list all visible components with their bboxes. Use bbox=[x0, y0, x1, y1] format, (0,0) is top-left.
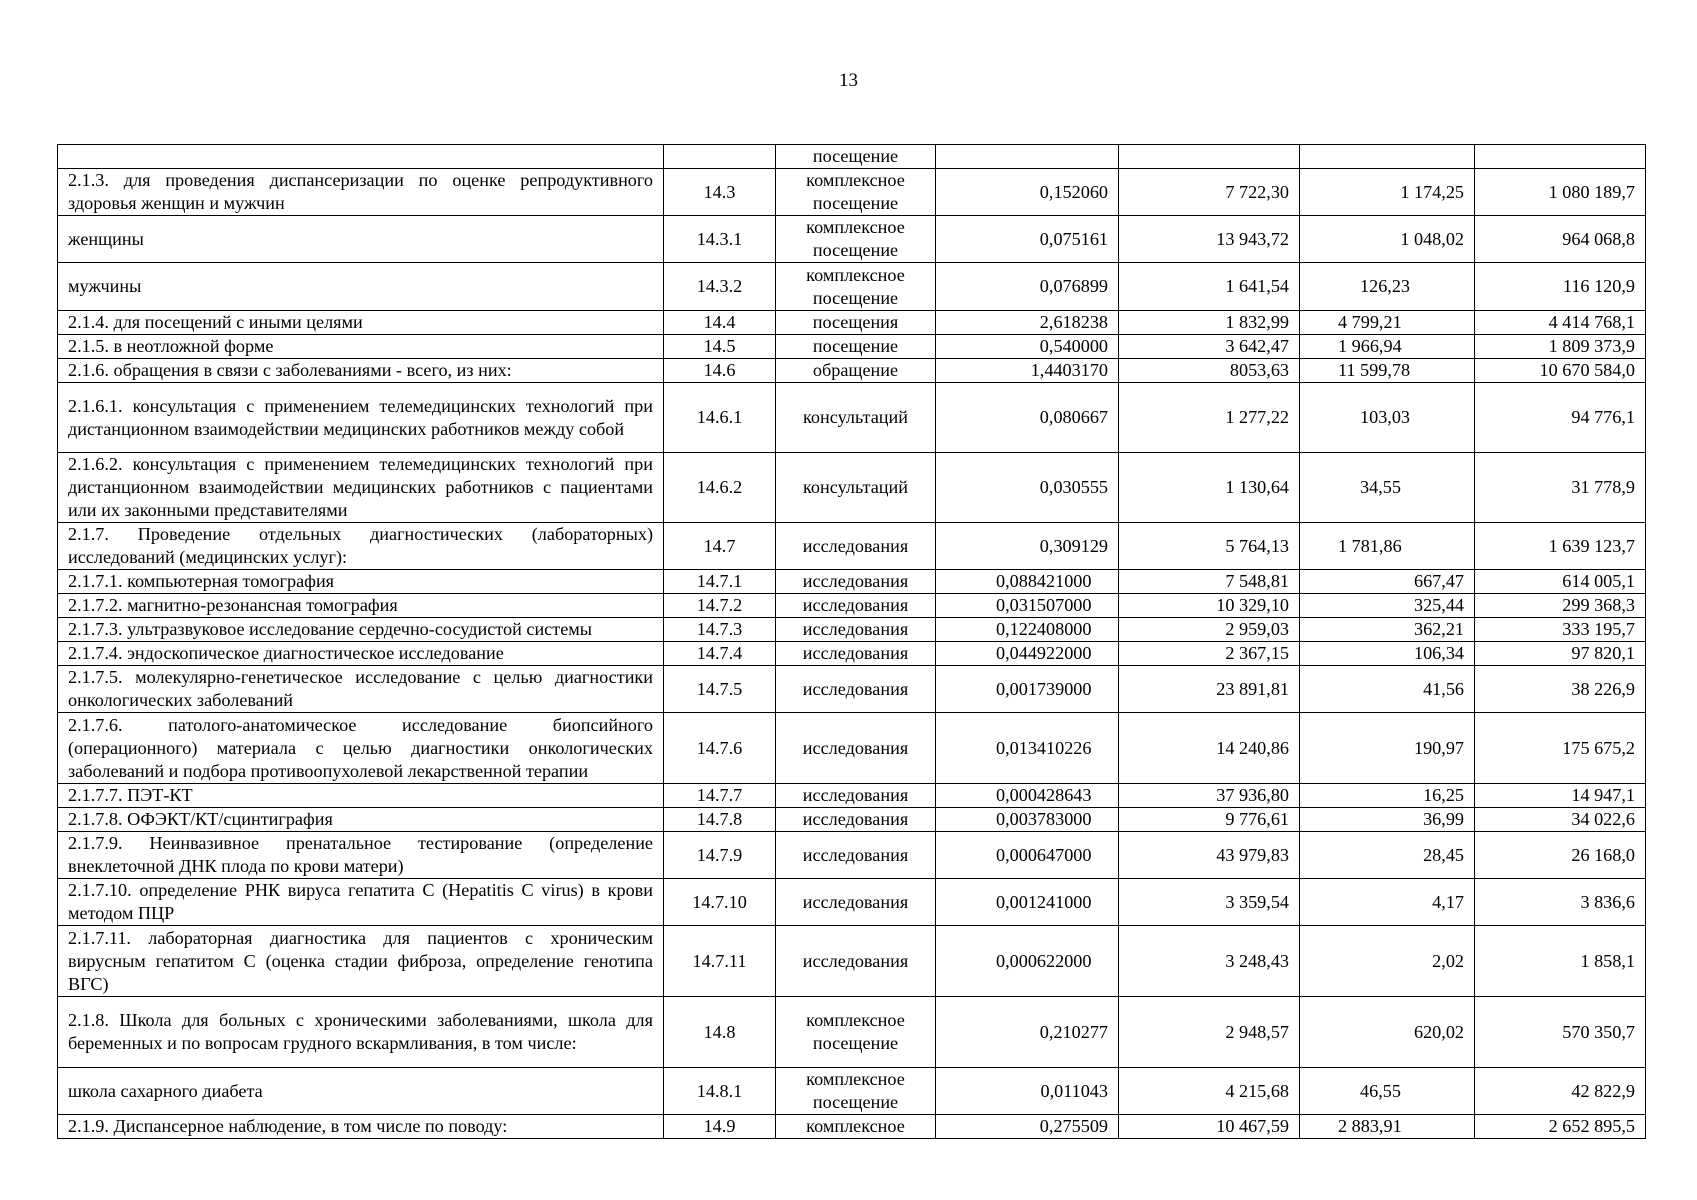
row-name: 2.1.7.5. молекулярно-генетическое исследование с целью диагностики онкологических заболеваний bbox=[58, 666, 664, 713]
row-per-capita: 1 048,02 bbox=[1300, 216, 1475, 263]
row-per-capita: 28,45 bbox=[1300, 832, 1475, 879]
row-unit: консультаций bbox=[776, 383, 936, 453]
row-name bbox=[58, 145, 664, 169]
row-code: 14.6 bbox=[664, 359, 776, 383]
row-code: 14.9 bbox=[664, 1115, 776, 1139]
row-name: 2.1.3. для проведения диспансеризации по оценке репродуктивного здоровья женщин и мужчин bbox=[58, 169, 664, 216]
row-code: 14.8.1 bbox=[664, 1068, 776, 1115]
row-per-capita: 126,23 bbox=[1300, 263, 1475, 311]
row-code: 14.7.7 bbox=[664, 784, 776, 808]
table-row bbox=[58, 713, 1646, 784]
row-unit: комплексное посещение bbox=[776, 216, 936, 263]
row-per-capita: 103,03 bbox=[1300, 383, 1475, 453]
row-name: 2.1.6. обращения в связи с заболеваниями - всего, из них: bbox=[58, 359, 664, 383]
row-per-capita: 362,21 bbox=[1300, 618, 1475, 642]
row-name: 2.1.7.1. компьютерная томография bbox=[58, 570, 664, 594]
row-norm: 0,152060 bbox=[936, 169, 1119, 216]
row-code: 14.5 bbox=[664, 335, 776, 359]
row-cost: 7 548,81 bbox=[1119, 570, 1300, 594]
row-total: 14 947,1 bbox=[1475, 784, 1646, 808]
row-cost: 1 832,99 bbox=[1119, 311, 1300, 335]
table-row bbox=[58, 216, 1646, 263]
row-code: 14.3.1 bbox=[664, 216, 776, 263]
row-name: мужчины bbox=[58, 263, 664, 311]
row-cost: 14 240,86 bbox=[1119, 713, 1300, 784]
row-cost: 3 359,54 bbox=[1119, 879, 1300, 926]
row-name: 2.1.7.9. Неинвазивное пренатальное тестирование (определение внеклеточной ДНК плода по крови матери) bbox=[58, 832, 664, 879]
row-name: 2.1.5. в неотложной форме bbox=[58, 335, 664, 359]
row-norm: 0,011043 bbox=[936, 1068, 1119, 1115]
table-row bbox=[58, 311, 1646, 335]
row-norm: 0,003783000 bbox=[936, 808, 1119, 832]
row-total: 614 005,1 bbox=[1475, 570, 1646, 594]
row-code: 14.7.9 bbox=[664, 832, 776, 879]
row-norm: 0,031507000 bbox=[936, 594, 1119, 618]
row-norm: 0,080667 bbox=[936, 383, 1119, 453]
row-total: 38 226,9 bbox=[1475, 666, 1646, 713]
row-unit: комплексное посещение bbox=[776, 1068, 936, 1115]
row-per-capita: 46,55 bbox=[1300, 1068, 1475, 1115]
row-name: 2.1.4. для посещений с иными целями bbox=[58, 311, 664, 335]
row-unit: исследования bbox=[776, 832, 936, 879]
row-norm: 0,000647000 bbox=[936, 832, 1119, 879]
row-norm: 1,4403170 bbox=[936, 359, 1119, 383]
row-cost: 5 764,13 bbox=[1119, 523, 1300, 570]
row-unit: комплексное посещение bbox=[776, 169, 936, 216]
table-row bbox=[58, 808, 1646, 832]
row-name: 2.1.7.7. ПЭТ-КТ bbox=[58, 784, 664, 808]
row-cost: 4 215,68 bbox=[1119, 1068, 1300, 1115]
row-unit: комплексное bbox=[776, 1115, 936, 1139]
row-per-capita: 190,97 bbox=[1300, 713, 1475, 784]
row-total: 333 195,7 bbox=[1475, 618, 1646, 642]
row-per-capita bbox=[1300, 145, 1475, 169]
row-total: 97 820,1 bbox=[1475, 642, 1646, 666]
row-name: 2.1.7.11. лабораторная диагностика для пациентов с хроническим вирусным гепатитом С (оценка стадии фиброза, определение генотипа ВГС) bbox=[58, 926, 664, 997]
row-total: 94 776,1 bbox=[1475, 383, 1646, 453]
row-norm: 0,075161 bbox=[936, 216, 1119, 263]
row-unit: консультаций bbox=[776, 453, 936, 523]
row-unit: исследования bbox=[776, 570, 936, 594]
row-code: 14.7.2 bbox=[664, 594, 776, 618]
row-per-capita: 4,17 bbox=[1300, 879, 1475, 926]
row-code: 14.7.4 bbox=[664, 642, 776, 666]
row-name: женщины bbox=[58, 216, 664, 263]
row-code: 14.3.2 bbox=[664, 263, 776, 311]
table-row bbox=[58, 570, 1646, 594]
table-row bbox=[58, 997, 1646, 1068]
row-cost: 3 248,43 bbox=[1119, 926, 1300, 997]
row-per-capita: 1 174,25 bbox=[1300, 169, 1475, 216]
row-per-capita: 325,44 bbox=[1300, 594, 1475, 618]
row-unit: комплексное посещение bbox=[776, 997, 936, 1068]
row-per-capita: 106,34 bbox=[1300, 642, 1475, 666]
row-norm: 0,013410226 bbox=[936, 713, 1119, 784]
row-cost: 23 891,81 bbox=[1119, 666, 1300, 713]
row-code: 14.6.2 bbox=[664, 453, 776, 523]
table-row bbox=[58, 453, 1646, 523]
table-row bbox=[58, 832, 1646, 879]
row-per-capita: 41,56 bbox=[1300, 666, 1475, 713]
row-unit: исследования bbox=[776, 523, 936, 570]
row-norm: 2,618238 bbox=[936, 311, 1119, 335]
row-norm: 0,001739000 bbox=[936, 666, 1119, 713]
row-cost: 10 329,10 bbox=[1119, 594, 1300, 618]
row-name: 2.1.8. Школа для больных с хроническими заболеваниями, школа для беременных и по вопросам грудного вскармливания, в том числе: bbox=[58, 997, 664, 1068]
row-per-capita: 2,02 bbox=[1300, 926, 1475, 997]
row-total: 4 414 768,1 bbox=[1475, 311, 1646, 335]
row-code: 14.7.8 bbox=[664, 808, 776, 832]
row-total: 1 639 123,7 bbox=[1475, 523, 1646, 570]
row-cost bbox=[1119, 145, 1300, 169]
row-cost: 1 130,64 bbox=[1119, 453, 1300, 523]
row-name: 2.1.6.2. консультация с применением телемедицинских технологий при дистанционном взаимодействии медицинских работников с пациентами или их законными представителями bbox=[58, 453, 664, 523]
row-norm: 0,076899 bbox=[936, 263, 1119, 311]
row-unit: посещение bbox=[776, 335, 936, 359]
table-row bbox=[58, 784, 1646, 808]
table-row bbox=[58, 263, 1646, 311]
row-norm: 0,044922000 bbox=[936, 642, 1119, 666]
row-cost: 8053,63 bbox=[1119, 359, 1300, 383]
row-name: 2.1.7.10. определение РНК вируса гепатита С (Hepatitis C virus) в крови методом ПЦР bbox=[58, 879, 664, 926]
row-total: 1 809 373,9 bbox=[1475, 335, 1646, 359]
row-per-capita: 16,25 bbox=[1300, 784, 1475, 808]
row-name: 2.1.7.6. патолого-анатомическое исследование биопсийного (операционного) материала с целью диагностики онкологических заболеваний и подбора противоопухолевой лекарственной терапии bbox=[58, 713, 664, 784]
row-total: 10 670 584,0 bbox=[1475, 359, 1646, 383]
row-unit: исследования bbox=[776, 926, 936, 997]
row-cost: 37 936,80 bbox=[1119, 784, 1300, 808]
row-total: 42 822,9 bbox=[1475, 1068, 1646, 1115]
row-code: 14.7.5 bbox=[664, 666, 776, 713]
page-number: 13 bbox=[839, 70, 858, 91]
row-name: 2.1.6.1. консультация с применением телемедицинских технологий при дистанционном взаимодействии медицинских работников между собой bbox=[58, 383, 664, 453]
row-total: 34 022,6 bbox=[1475, 808, 1646, 832]
row-name: 2.1.7.3. ультразвуковое исследование сердечно-сосудистой системы bbox=[58, 618, 664, 642]
row-per-capita: 667,47 bbox=[1300, 570, 1475, 594]
row-code: 14.4 bbox=[664, 311, 776, 335]
row-cost: 2 948,57 bbox=[1119, 997, 1300, 1068]
table-row bbox=[58, 594, 1646, 618]
row-name: 2.1.9. Диспансерное наблюдение, в том числе по поводу: bbox=[58, 1115, 664, 1139]
row-total: 116 120,9 bbox=[1475, 263, 1646, 311]
row-cost: 2 959,03 bbox=[1119, 618, 1300, 642]
row-norm: 0,210277 bbox=[936, 997, 1119, 1068]
row-per-capita: 4 799,21 bbox=[1300, 311, 1475, 335]
row-unit: посещение bbox=[776, 145, 936, 169]
row-code: 14.7.11 bbox=[664, 926, 776, 997]
row-unit: исследования bbox=[776, 594, 936, 618]
row-per-capita: 11 599,78 bbox=[1300, 359, 1475, 383]
row-total: 964 068,8 bbox=[1475, 216, 1646, 263]
row-norm: 0,030555 bbox=[936, 453, 1119, 523]
row-cost: 13 943,72 bbox=[1119, 216, 1300, 263]
row-norm: 0,000622000 bbox=[936, 926, 1119, 997]
row-code: 14.7.1 bbox=[664, 570, 776, 594]
row-norm: 0,000428643 bbox=[936, 784, 1119, 808]
table-row bbox=[58, 523, 1646, 570]
table-row bbox=[58, 642, 1646, 666]
row-norm bbox=[936, 145, 1119, 169]
table-row bbox=[58, 618, 1646, 642]
row-total: 299 368,3 bbox=[1475, 594, 1646, 618]
row-norm: 0,275509 bbox=[936, 1115, 1119, 1139]
row-per-capita: 620,02 bbox=[1300, 997, 1475, 1068]
row-name: 2.1.7. Проведение отдельных диагностических (лабораторных) исследований (медицинских услуг): bbox=[58, 523, 664, 570]
row-total: 1 080 189,7 bbox=[1475, 169, 1646, 216]
row-total bbox=[1475, 145, 1646, 169]
norms-table bbox=[57, 144, 1646, 1139]
row-code: 14.8 bbox=[664, 997, 776, 1068]
row-cost: 2 367,15 bbox=[1119, 642, 1300, 666]
table-row bbox=[58, 335, 1646, 359]
row-code: 14.3 bbox=[664, 169, 776, 216]
row-name: 2.1.7.4. эндоскопическое диагностическое исследование bbox=[58, 642, 664, 666]
row-unit: исследования bbox=[776, 784, 936, 808]
row-code: 14.7 bbox=[664, 523, 776, 570]
row-cost: 1 277,22 bbox=[1119, 383, 1300, 453]
row-norm: 0,540000 bbox=[936, 335, 1119, 359]
row-unit: обращение bbox=[776, 359, 936, 383]
table-row bbox=[58, 145, 1646, 169]
row-unit: посещения bbox=[776, 311, 936, 335]
row-per-capita: 2 883,91 bbox=[1300, 1115, 1475, 1139]
row-norm: 0,309129 bbox=[936, 523, 1119, 570]
row-code: 14.7.3 bbox=[664, 618, 776, 642]
row-unit: исследования bbox=[776, 808, 936, 832]
table-row bbox=[58, 926, 1646, 997]
table-row bbox=[58, 383, 1646, 453]
row-total: 31 778,9 bbox=[1475, 453, 1646, 523]
row-cost: 3 642,47 bbox=[1119, 335, 1300, 359]
row-cost: 1 641,54 bbox=[1119, 263, 1300, 311]
row-total: 2 652 895,5 bbox=[1475, 1115, 1646, 1139]
row-norm: 0,001241000 bbox=[936, 879, 1119, 926]
row-code: 14.7.10 bbox=[664, 879, 776, 926]
row-code: 14.6.1 bbox=[664, 383, 776, 453]
row-cost: 7 722,30 bbox=[1119, 169, 1300, 216]
row-unit: исследования bbox=[776, 642, 936, 666]
row-cost: 9 776,61 bbox=[1119, 808, 1300, 832]
row-norm: 0,088421000 bbox=[936, 570, 1119, 594]
row-unit: комплексное посещение bbox=[776, 263, 936, 311]
row-unit: исследования bbox=[776, 879, 936, 926]
row-code bbox=[664, 145, 776, 169]
table-row bbox=[58, 879, 1646, 926]
row-unit: исследования bbox=[776, 618, 936, 642]
table-row bbox=[58, 169, 1646, 216]
table-row bbox=[58, 666, 1646, 713]
table-row bbox=[58, 1115, 1646, 1139]
table-row bbox=[58, 359, 1646, 383]
row-total: 570 350,7 bbox=[1475, 997, 1646, 1068]
row-unit: исследования bbox=[776, 666, 936, 713]
row-per-capita: 36,99 bbox=[1300, 808, 1475, 832]
row-per-capita: 34,55 bbox=[1300, 453, 1475, 523]
row-unit: исследования bbox=[776, 713, 936, 784]
row-per-capita: 1 966,94 bbox=[1300, 335, 1475, 359]
row-cost: 43 979,83 bbox=[1119, 832, 1300, 879]
table-row bbox=[58, 1068, 1646, 1115]
row-total: 26 168,0 bbox=[1475, 832, 1646, 879]
row-total: 3 836,6 bbox=[1475, 879, 1646, 926]
row-cost: 10 467,59 bbox=[1119, 1115, 1300, 1139]
row-total: 175 675,2 bbox=[1475, 713, 1646, 784]
row-per-capita: 1 781,86 bbox=[1300, 523, 1475, 570]
row-code: 14.7.6 bbox=[664, 713, 776, 784]
row-name: 2.1.7.8. ОФЭКТ/КТ/сцинтиграфия bbox=[58, 808, 664, 832]
row-name: 2.1.7.2. магнитно-резонансная томография bbox=[58, 594, 664, 618]
row-norm: 0,122408000 bbox=[936, 618, 1119, 642]
row-total: 1 858,1 bbox=[1475, 926, 1646, 997]
row-name: школа сахарного диабета bbox=[58, 1068, 664, 1115]
